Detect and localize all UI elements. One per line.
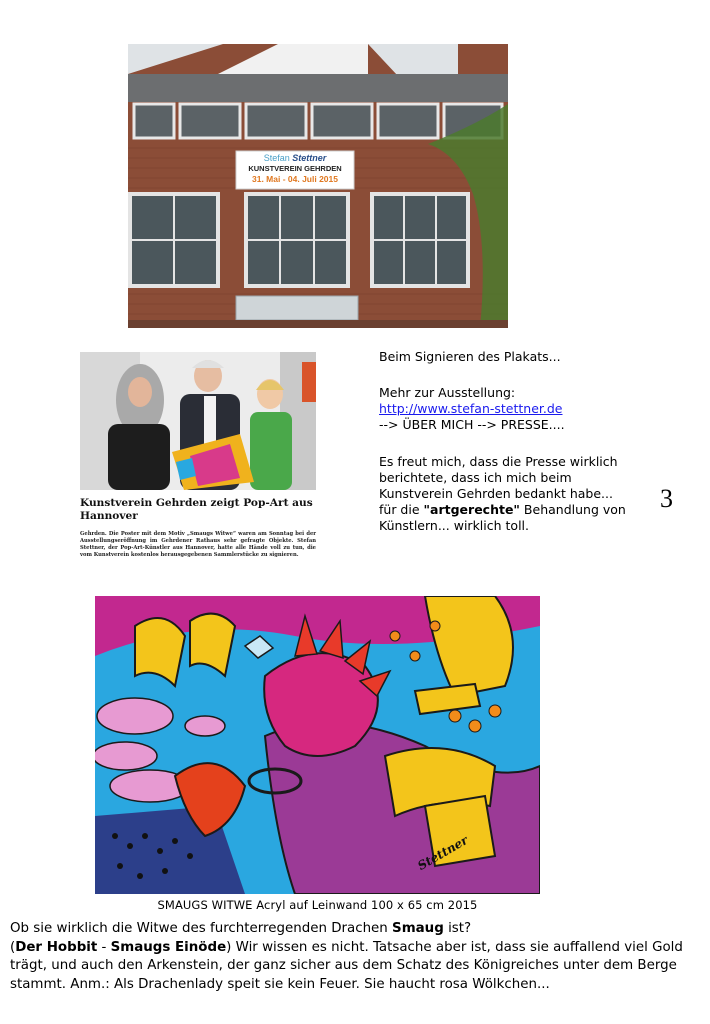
bottom-paragraph-rest: ) Wir wissen es nicht. Tatsache aber ist, dass sie auffallend viel Gold trägt, und auch den Arkenstein, der ganz sicher aus dem Schatz des Königreiches unter dem Berge stammt. Anm.: Als Drachenlady speit sie kein Feuer. Sie haucht rosa Wölkchen...	[10, 939, 683, 992]
smaug-bold: Smaug	[392, 921, 444, 936]
bottom-line1-end: ist?	[443, 921, 472, 936]
bottom-paragraph	[10, 920, 690, 994]
building-photo	[128, 44, 508, 328]
hobbit-bold: Der Hobbit	[15, 939, 98, 955]
nav-path: --> ÜBER MICH --> PRESSE....	[379, 417, 565, 432]
press-text: Es freut mich, dass die Presse wirklich berichtete, dass ich mich beim Kunstverein Gehrden bedankt habe...	[379, 454, 618, 501]
banner-dates: 31. Mai - 04. Juli 2015	[252, 174, 338, 184]
press-suffix: Behandlung von Künstlern... wirklich toll.	[379, 502, 626, 533]
painting-image	[95, 596, 540, 894]
press-bold-word: "artgerechte"	[423, 502, 520, 517]
website-link[interactable]: http://www.stefan-stettner.de	[379, 401, 563, 416]
title-dash: -	[97, 939, 111, 955]
paren-open: (	[10, 939, 16, 955]
clipping-headline: Kunstverein Gehrden zeigt Pop-Art aus Hannover	[80, 497, 313, 522]
more-info-label: Mehr zur Ausstellung:	[379, 385, 516, 400]
clipping-body: Gehrden. Die Poster mit dem Motiv „Smaugs Witwe“ waren am Sonntag bei der Ausstellungseröffnung im Gehrdener Rathaus sehr gefragte Objekte. Stefan Stettner, der Pop-Art-Künstler aus Hannover, hatte alle Hände voll zu tun, die vom Kunstverein kostenlos herausgegebenen Sammlerstücke zu signieren.	[80, 531, 316, 558]
banner-venue: KUNSTVEREIN GEHRDEN	[248, 164, 342, 173]
banner-artist-first: Stefan	[263, 153, 290, 163]
banner-artist-signature: Stettner	[292, 153, 327, 163]
bottom-line1-text: Ob sie wirklich die Witwe des furchterregenden Drachen	[10, 921, 393, 936]
painting-caption: SMAUGS WITWE Acryl auf Leinwand 100 x 65 cm 2015	[157, 898, 478, 912]
press-prefix: für die	[379, 502, 424, 517]
painting-signature: Stettner	[415, 833, 471, 873]
exhibition-banner	[236, 151, 354, 189]
page-number: 3	[660, 484, 673, 513]
press-paragraph	[379, 454, 649, 534]
more-info-block	[379, 385, 649, 433]
newspaper-clipping	[80, 352, 316, 570]
einoede-bold: Smaugs Einöde	[110, 939, 227, 955]
signing-photo	[80, 352, 316, 490]
photo-caption: Beim Signieren des Plakats...	[379, 349, 561, 364]
